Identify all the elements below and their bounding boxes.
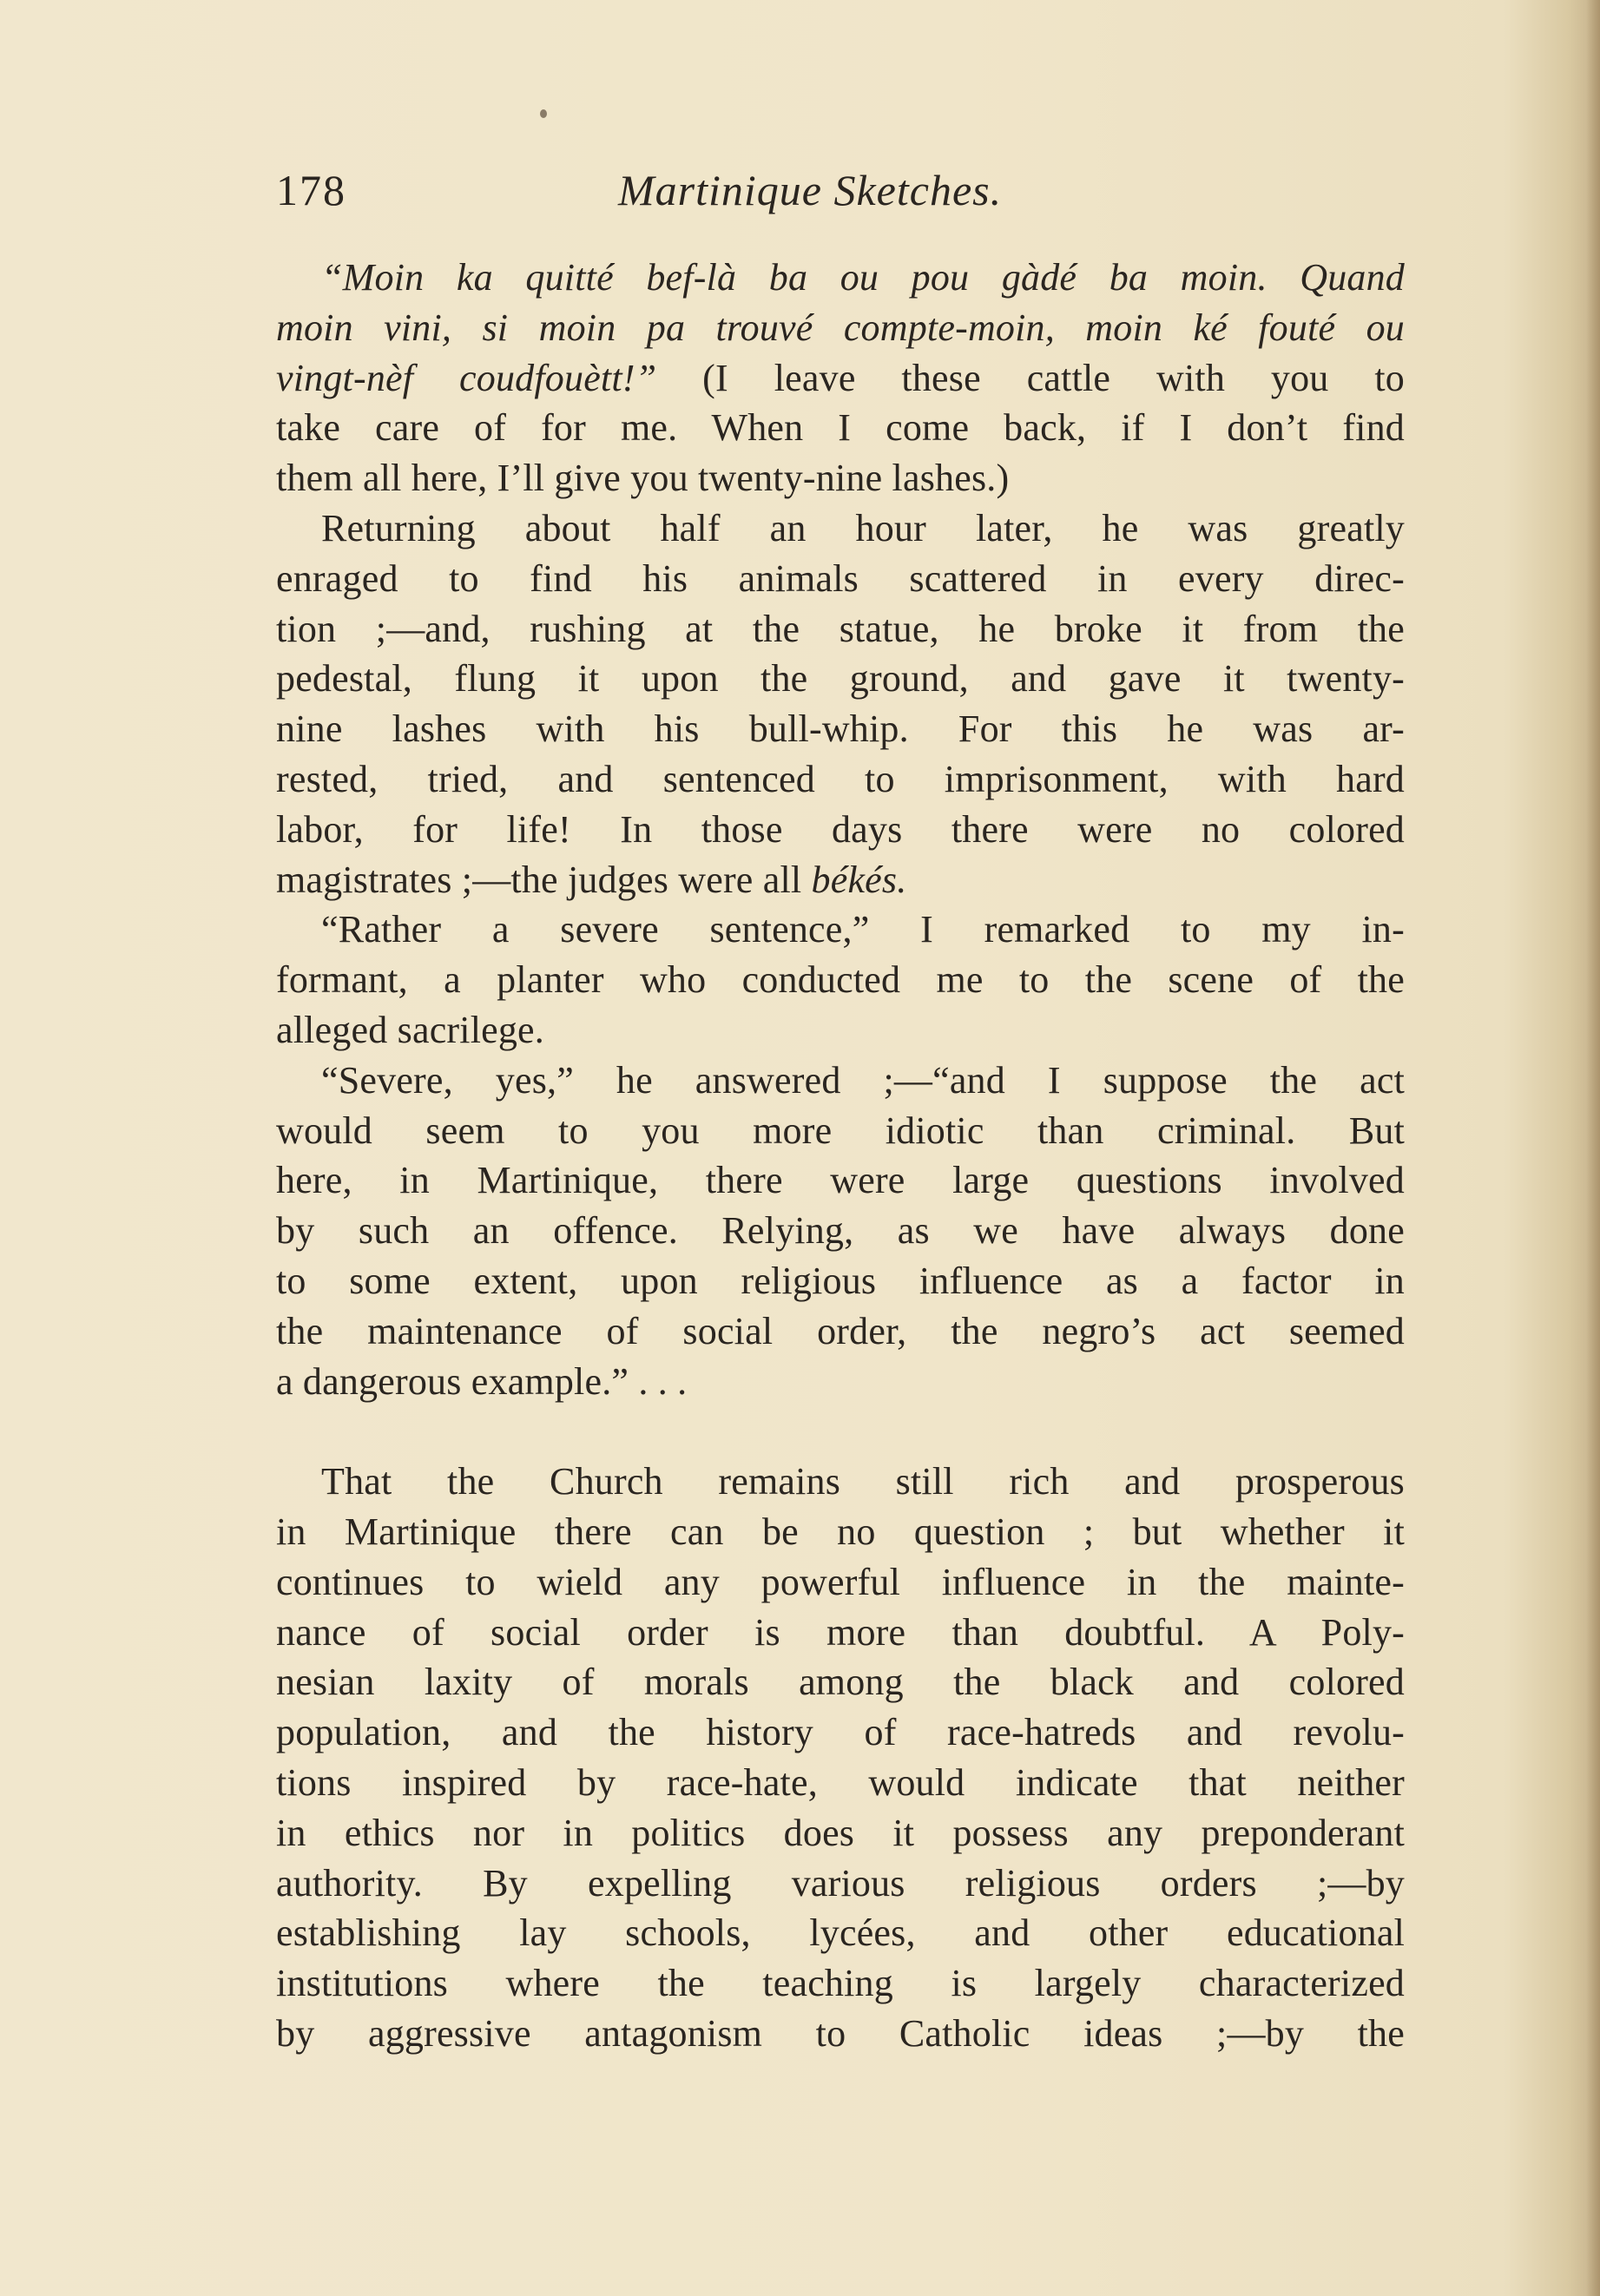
body-text xyxy=(276,253,1405,2059)
text-line: a dangerous example.” . . . xyxy=(276,1359,688,1403)
text-line: magistrates ;—the judges were all békés. xyxy=(276,858,907,901)
text-line: them all here, I’ll give you twenty-nine lashes.) xyxy=(276,457,1010,500)
text-line: nesian laxity of morals among the black and colored xyxy=(276,1661,1405,1704)
text-line: rested, tried, and sentenced to imprisonment, with hard xyxy=(276,757,1405,800)
page-edge-shadow xyxy=(1586,0,1600,2296)
text-line: moin vini, si moin pa trouvé compte-moin, moin ké fouté ou xyxy=(276,306,1405,349)
text-line: pedestal, flung it upon the ground, and gave it twenty- xyxy=(276,657,1405,701)
text-line: “Severe, yes,” he answered ;—“and I suppose the act xyxy=(321,1058,1405,1102)
running-title: Martinique Sketches. xyxy=(618,166,1003,214)
text-line: formant, a planter who conducted me to the scene of the xyxy=(276,958,1405,1002)
text-line: “Rather a severe sentence,” I remarked to my in- xyxy=(321,908,1405,951)
text-line: tions inspired by race-hate, would indicate that neither xyxy=(276,1760,1405,1804)
text-line: “Moin ka quitté bef-là ba ou pou gàdé ba moin. Quand xyxy=(321,256,1405,299)
text-line: vingt-nèf coudfouètt!” (I leave these cattle with you to xyxy=(276,356,1405,399)
text-line: take care of for me. When I come back, if I don’t find xyxy=(276,406,1405,450)
text-line: establishing lay schools, lycées, and other educational xyxy=(276,1911,1405,1955)
text-line: to some extent, upon religious influence as a factor in xyxy=(276,1259,1405,1302)
text-line: by aggressive antagonism to Catholic ideas ;—by the xyxy=(276,2011,1405,2055)
text-line: in Martinique there can be no question ; but whether it xyxy=(276,1510,1405,1553)
text-line: enraged to find his animals scattered in every direc- xyxy=(276,556,1405,600)
text-line: continues to wield any powerful influence in the mainte- xyxy=(276,1560,1405,1603)
text-line: That the Church remains still rich and prosperous xyxy=(321,1460,1405,1503)
text-line: authority. By expelling various religious orders ;—by xyxy=(276,1861,1405,1905)
text-line: by such an offence. Relying, as we have always done xyxy=(276,1209,1405,1253)
text-line: in ethics nor in politics does it possess any preponderant xyxy=(276,1811,1405,1854)
text-line: nance of social order is more than doubtful. A Poly- xyxy=(276,1610,1405,1654)
text-line: population, and the history of race-hatreds and revolu- xyxy=(276,1711,1405,1754)
text-line: labor, for life! In those days there were no colored xyxy=(276,807,1405,851)
text-line: alleged sacrilege. xyxy=(276,1008,544,1051)
text-line: Returning about half an hour later, he was greatly xyxy=(321,506,1405,549)
page-number: 178 xyxy=(276,166,346,214)
text-line: here, in Martinique, there were large questions involved xyxy=(276,1159,1405,1202)
section-break xyxy=(276,1406,1405,1457)
text-line: the maintenance of social order, the negro’s act seemed xyxy=(276,1309,1405,1352)
print-speck xyxy=(540,109,547,118)
text-line: nine lashes with his bull-whip. For this he was ar- xyxy=(276,707,1405,751)
text-line: would seem to you more idiotic than criminal. But xyxy=(276,1109,1405,1152)
page-header xyxy=(276,165,1405,226)
text-line: institutions where the teaching is largely characterized xyxy=(276,1962,1405,2005)
text-line: tion ;—and, rushing at the statue, he broke it from the xyxy=(276,607,1405,650)
